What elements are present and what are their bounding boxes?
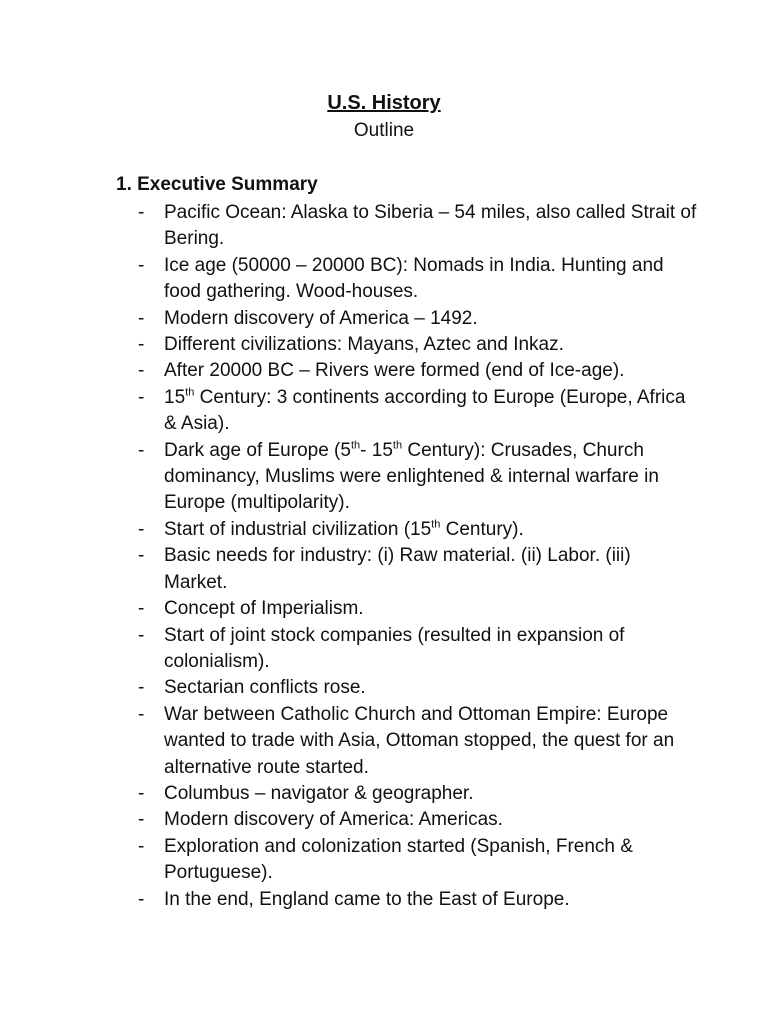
list-item-text xyxy=(164,306,698,332)
list-item-text xyxy=(164,623,698,676)
list-item xyxy=(138,517,698,543)
list-item xyxy=(138,332,698,358)
document-subtitle: Outline xyxy=(353,120,415,141)
text-run: Ice age (50000 – 20000 BC): Nomads in India. Hunting and food gathering. Wood-houses. xyxy=(164,254,664,303)
superscript-text: th xyxy=(392,439,403,452)
list-item-text xyxy=(164,358,698,384)
list-item-text xyxy=(164,702,698,781)
text-run: - 15 xyxy=(360,439,393,461)
list-item xyxy=(138,543,698,596)
superscript-text: th xyxy=(431,518,441,531)
list-item xyxy=(138,675,698,701)
bullet-list xyxy=(138,200,698,913)
bullet-dash: - xyxy=(138,703,145,725)
text-run: Pacific Ocean: Alaska to Siberia – 54 miles, also called Strait of Bering. xyxy=(164,202,697,250)
list-item-text xyxy=(164,200,698,253)
text-run: Different civilizations: Mayans, Aztec and Inkaz. xyxy=(164,334,564,356)
bullet-dash: - xyxy=(138,439,145,461)
list-item xyxy=(138,596,698,622)
bullet-dash: - xyxy=(138,307,145,329)
bullet-dash: - xyxy=(138,598,145,620)
superscript-text: th xyxy=(350,439,361,452)
list-item-text xyxy=(164,517,698,543)
text-run: Columbus – navigator & geographer. xyxy=(164,782,474,804)
list-item-text xyxy=(164,385,698,438)
bullet-dash: - xyxy=(138,334,145,356)
list-item-text xyxy=(164,438,698,517)
bullet-dash: - xyxy=(138,518,145,540)
section-heading: 1. Executive Summary xyxy=(116,174,318,195)
bullet-dash: - xyxy=(138,835,145,857)
text-run: Concept of Imperialism. xyxy=(164,598,364,620)
bullet-dash: - xyxy=(138,782,145,804)
text-run: Modern discovery of America – 1492. xyxy=(164,307,478,329)
list-item xyxy=(138,385,698,438)
list-item xyxy=(138,358,698,384)
list-item xyxy=(138,807,698,833)
text-run: Century: 3 continents according to Europe (Europe, Africa & Asia). xyxy=(164,386,686,435)
text-run: Start of industrial civilization (15 xyxy=(164,518,432,540)
text-run: Century). xyxy=(440,518,524,540)
text-run: Modern discovery of America: Americas. xyxy=(164,809,503,831)
list-item-text xyxy=(164,887,698,913)
text-run: 15 xyxy=(164,386,186,408)
bullet-dash: - xyxy=(138,809,145,831)
list-item-text xyxy=(164,543,698,596)
list-item-text xyxy=(164,807,698,833)
bullet-dash: - xyxy=(138,202,145,223)
text-run: War between Catholic Church and Ottoman Empire: Europe wanted to trade with Asia, Ottoman stopped, the quest for an alternative route started. xyxy=(164,703,675,778)
list-item xyxy=(138,438,698,517)
bullet-dash: - xyxy=(138,360,145,382)
text-run: Start of joint stock companies (resulted in expansion of colonialism). xyxy=(164,624,625,672)
list-item-text xyxy=(164,675,698,701)
text-run: Basic needs for industry: (i) Raw material. (ii) Labor. (iii) Market. xyxy=(164,545,631,593)
bullet-dash: - xyxy=(138,545,145,567)
bullet-dash: - xyxy=(138,677,145,699)
text-run: Century): Crusades, Church dominancy, Muslims were enlightened & internal warfare in Europe (multipolarity). xyxy=(164,439,659,514)
list-item xyxy=(138,200,698,253)
text-run: Dark age of Europe (5 xyxy=(164,439,351,461)
list-item xyxy=(138,887,698,913)
document-title: U.S. History xyxy=(327,92,441,114)
bullet-dash: - xyxy=(138,254,145,276)
list-item-text xyxy=(164,332,698,358)
list-item xyxy=(138,306,698,332)
list-item-text xyxy=(164,253,698,306)
superscript-text: th xyxy=(185,386,195,399)
list-item xyxy=(138,781,698,807)
text-run: Sectarian conflicts rose. xyxy=(164,677,366,699)
bullet-dash: - xyxy=(138,888,145,910)
list-item xyxy=(138,253,698,306)
list-item-text xyxy=(164,834,698,887)
text-run: Exploration and colonization started (Spanish, French & Portuguese). xyxy=(164,835,633,884)
bullet-dash: - xyxy=(138,386,145,408)
text-run: In the end, England came to the East of Europe. xyxy=(164,888,570,910)
list-item xyxy=(138,834,698,887)
list-item-text xyxy=(164,596,698,622)
list-item xyxy=(138,623,698,676)
list-item-text xyxy=(164,781,698,807)
list-item xyxy=(138,702,698,781)
text-run: After 20000 BC – Rivers were formed (end of Ice-age). xyxy=(164,360,625,382)
bullet-dash: - xyxy=(138,624,145,646)
